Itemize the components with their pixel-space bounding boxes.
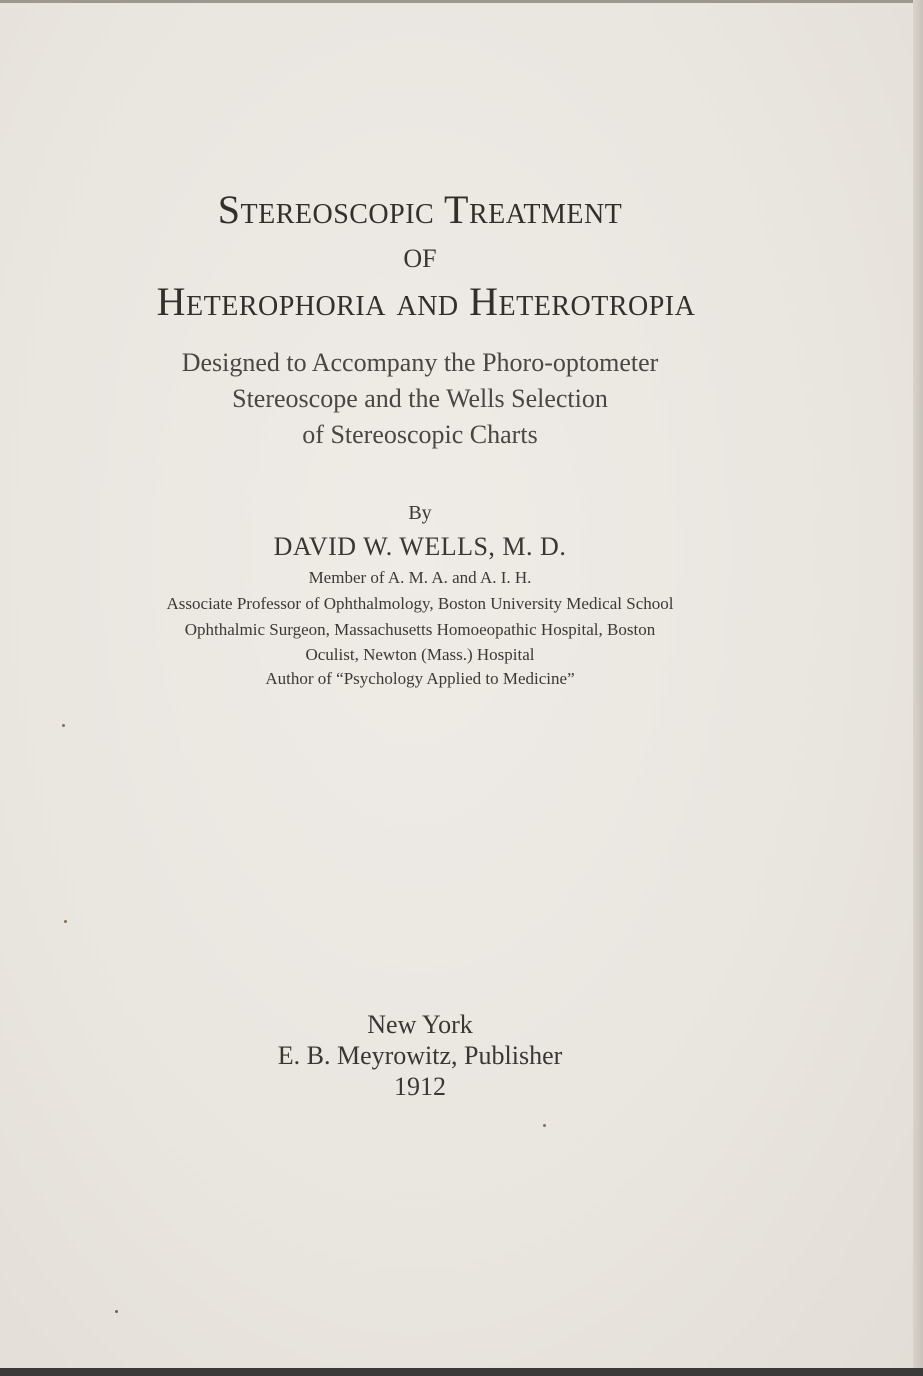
paper-speck	[62, 724, 65, 727]
title-connector: OF	[403, 244, 437, 273]
subtitle-line-2: Stereoscope and the Wells Selection	[232, 384, 608, 413]
subtitle-line-1: Designed to Accompany the Phoro-optometer	[181, 348, 659, 377]
byline-by: By	[408, 502, 432, 524]
paper-speck	[64, 920, 67, 923]
paper-speck	[115, 1310, 118, 1313]
paper-speck	[543, 1124, 546, 1127]
credential-line: Ophthalmic Surgeon, Massachusetts Homoeopathic Hospital, Boston	[184, 620, 656, 639]
subtitle-line-3: of Stereoscopic Charts	[302, 420, 538, 449]
author-name: DAVID W. WELLS, M. D.	[273, 532, 567, 561]
page-right-edge	[913, 0, 923, 1376]
imprint-place: New York	[367, 1010, 473, 1039]
page-bottom-edge	[0, 1368, 923, 1376]
credential-line: Oculist, Newton (Mass.) Hospital	[305, 645, 535, 664]
title-line-1: Stereoscopic Treatment	[217, 187, 623, 232]
title-line-2: Heterophoria and Heterotropia	[156, 279, 696, 324]
page-top-edge	[0, 0, 923, 3]
imprint-year: 1912	[394, 1072, 446, 1101]
credential-line: Member of A. M. A. and A. I. H.	[308, 568, 532, 587]
credential-line: Associate Professor of Ophthalmology, Boston University Medical School	[166, 594, 674, 613]
credential-line: Author of “Psychology Applied to Medicine”	[265, 669, 575, 688]
imprint-publisher: E. B. Meyrowitz, Publisher	[277, 1041, 563, 1070]
